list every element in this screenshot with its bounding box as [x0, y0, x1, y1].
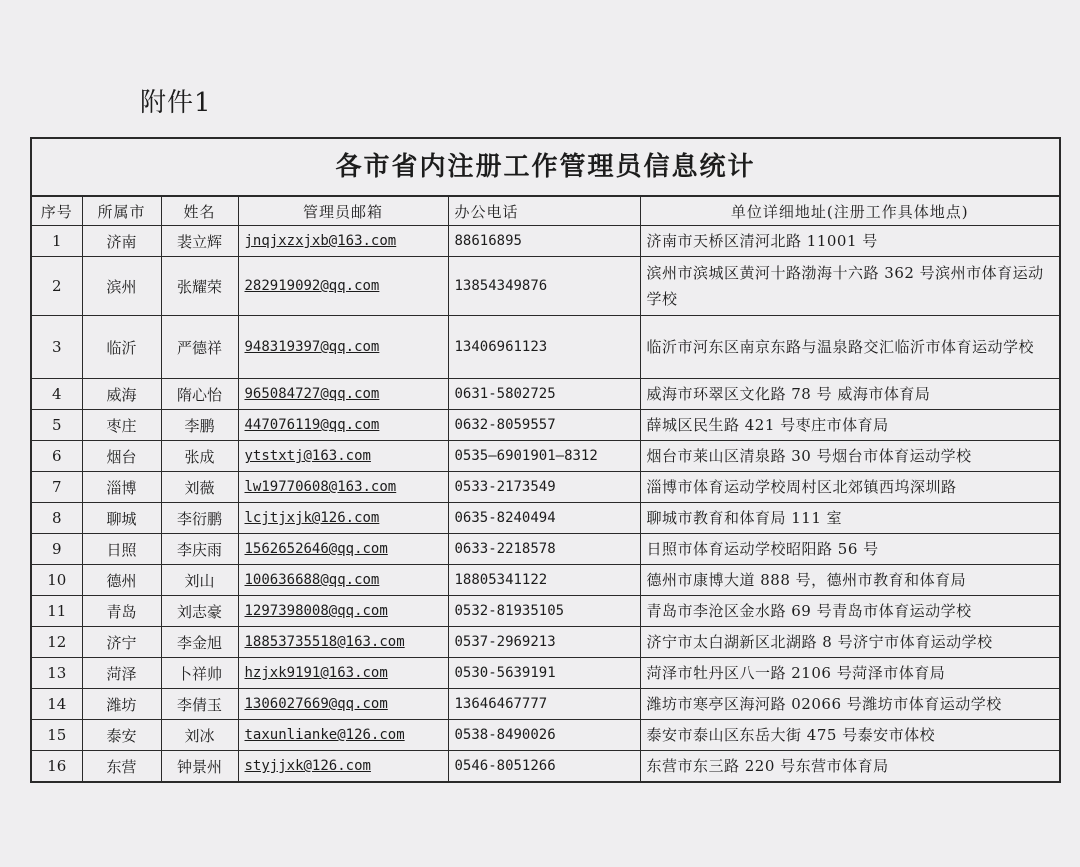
- cell-city: 日照: [82, 534, 161, 565]
- table-row: [32, 316, 1059, 379]
- cell-name: 卜祥帅: [161, 658, 238, 689]
- cell-city: 聊城: [82, 503, 161, 534]
- cell-phone: 13406961123: [448, 316, 640, 379]
- cell-no: 16: [32, 751, 82, 782]
- cell-email: [238, 472, 448, 503]
- cell-no: 5: [32, 410, 82, 441]
- table-row: [32, 226, 1059, 257]
- cell-address: 济南市天桥区清河北路 11001 号: [640, 226, 1059, 257]
- cell-phone: 0633-2218578: [448, 534, 640, 565]
- cell-city: 威海: [82, 379, 161, 410]
- cell-email: [238, 627, 448, 658]
- cell-address: 菏泽市牡丹区八一路 2106 号菏泽市体育局: [640, 658, 1059, 689]
- cell-no: 10: [32, 565, 82, 596]
- table-row: [32, 658, 1059, 689]
- cell-email: [238, 441, 448, 472]
- email-link[interactable]: lw19770608@163.com: [244, 479, 397, 495]
- cell-city: 烟台: [82, 441, 161, 472]
- table-row: [32, 596, 1059, 627]
- cell-no: 12: [32, 627, 82, 658]
- table-row: [32, 720, 1059, 751]
- cell-address: 烟台市莱山区清泉路 30 号烟台市体育运动学校: [640, 441, 1059, 472]
- table-row: [32, 472, 1059, 503]
- cell-email: [238, 720, 448, 751]
- email-link[interactable]: 100636688@qq.com: [244, 572, 380, 588]
- email-link[interactable]: ytstxtj@163.com: [244, 448, 371, 464]
- cell-phone: 0632-8059557: [448, 410, 640, 441]
- cell-name: 隋心怡: [161, 379, 238, 410]
- cell-city: 淄博: [82, 472, 161, 503]
- cell-address: 青岛市李沧区金水路 69 号青岛市体育运动学校: [640, 596, 1059, 627]
- table-body: [32, 226, 1059, 782]
- cell-name: 刘薇: [161, 472, 238, 503]
- header-address: 单位详细地址(注册工作具体地点): [640, 197, 1059, 226]
- cell-email: [238, 257, 448, 316]
- cell-address: 薛城区民生路 421 号枣庄市体育局: [640, 410, 1059, 441]
- cell-address: 泰安市泰山区东岳大街 475 号泰安市体校: [640, 720, 1059, 751]
- cell-address: 日照市体育运动学校昭阳路 56 号: [640, 534, 1059, 565]
- cell-no: 4: [32, 379, 82, 410]
- cell-address: 潍坊市寒亭区海河路 02066 号潍坊市体育运动学校: [640, 689, 1059, 720]
- cell-name: 李衍鹏: [161, 503, 238, 534]
- cell-no: 13: [32, 658, 82, 689]
- table-row: [32, 534, 1059, 565]
- cell-name: 张耀荣: [161, 257, 238, 316]
- cell-name: 钟景州: [161, 751, 238, 782]
- cell-phone: 0635-8240494: [448, 503, 640, 534]
- cell-city: 滨州: [82, 257, 161, 316]
- data-table: [32, 197, 1059, 781]
- cell-phone: 0530-5639191: [448, 658, 640, 689]
- cell-city: 济南: [82, 226, 161, 257]
- cell-city: 菏泽: [82, 658, 161, 689]
- cell-email: [238, 751, 448, 782]
- cell-address: 淄博市体育运动学校周村区北郊镇西坞深圳路: [640, 472, 1059, 503]
- cell-no: 6: [32, 441, 82, 472]
- table-row: [32, 689, 1059, 720]
- table-row: [32, 627, 1059, 658]
- cell-address: 聊城市教育和体育局 111 室: [640, 503, 1059, 534]
- cell-city: 德州: [82, 565, 161, 596]
- table-row: [32, 565, 1059, 596]
- email-link[interactable]: 1306027669@qq.com: [244, 696, 388, 712]
- email-link[interactable]: 1562652646@qq.com: [244, 541, 388, 557]
- cell-email: [238, 410, 448, 441]
- header-email: 管理员邮箱: [238, 197, 448, 226]
- email-link[interactable]: hzjxk9191@163.com: [244, 665, 388, 681]
- table-row: [32, 410, 1059, 441]
- cell-name: 刘山: [161, 565, 238, 596]
- cell-city: 东营: [82, 751, 161, 782]
- cell-city: 青岛: [82, 596, 161, 627]
- cell-name: 李庆雨: [161, 534, 238, 565]
- cell-phone: 0532-81935105: [448, 596, 640, 627]
- email-link[interactable]: 18853735518@163.com: [244, 634, 405, 650]
- cell-no: 14: [32, 689, 82, 720]
- cell-email: [238, 316, 448, 379]
- cell-name: 李鹏: [161, 410, 238, 441]
- email-link[interactable]: 1297398008@qq.com: [244, 603, 388, 619]
- header-phone: 办公电话: [448, 197, 640, 226]
- header-no: 序号: [32, 197, 82, 226]
- cell-address: 滨州市滨城区黄河十路渤海十六路 362 号滨州市体育运动学校: [640, 257, 1059, 316]
- cell-name: 严德祥: [161, 316, 238, 379]
- cell-no: 3: [32, 316, 82, 379]
- table-row: [32, 379, 1059, 410]
- email-link[interactable]: styjjxk@126.com: [244, 758, 371, 774]
- cell-phone: 88616895: [448, 226, 640, 257]
- cell-name: 裴立辉: [161, 226, 238, 257]
- cell-name: 刘志豪: [161, 596, 238, 627]
- cell-email: [238, 226, 448, 257]
- cell-address: 威海市环翠区文化路 78 号 威海市体育局: [640, 379, 1059, 410]
- cell-address: 东营市东三路 220 号东营市体育局: [640, 751, 1059, 782]
- header-city: 所属市: [82, 197, 161, 226]
- email-link[interactable]: 282919092@qq.com: [244, 278, 380, 294]
- cell-no: 7: [32, 472, 82, 503]
- cell-email: [238, 658, 448, 689]
- header-row: [32, 197, 1059, 226]
- cell-name: 李金旭: [161, 627, 238, 658]
- cell-city: 泰安: [82, 720, 161, 751]
- email-link[interactable]: taxunlianke@126.com: [244, 727, 405, 743]
- cell-phone: 0631-5802725: [448, 379, 640, 410]
- cell-phone: 0537-2969213: [448, 627, 640, 658]
- cell-name: 张成: [161, 441, 238, 472]
- cell-address: 济宁市太白湖新区北湖路 8 号济宁市体育运动学校: [640, 627, 1059, 658]
- cell-no: 8: [32, 503, 82, 534]
- email-link[interactable]: 948319397@qq.com: [244, 339, 380, 355]
- table-title: 各市省内注册工作管理员信息统计: [32, 139, 1059, 197]
- cell-no: 9: [32, 534, 82, 565]
- table-row: [32, 751, 1059, 782]
- cell-phone: 0535—6901901—8312: [448, 441, 640, 472]
- cell-email: [238, 689, 448, 720]
- attachment-label: 附件1: [140, 88, 212, 118]
- cell-phone: 0538-8490026: [448, 720, 640, 751]
- email-link[interactable]: lcjtjxjk@126.com: [244, 510, 380, 526]
- email-link[interactable]: 965084727@qq.com: [244, 386, 380, 402]
- cell-email: [238, 596, 448, 627]
- header-name: 姓名: [161, 197, 238, 226]
- cell-name: 李倩玉: [161, 689, 238, 720]
- cell-no: 11: [32, 596, 82, 627]
- cell-email: [238, 565, 448, 596]
- cell-address: 德州市康博大道 888 号，德州市教育和体育局: [640, 565, 1059, 596]
- cell-city: 济宁: [82, 627, 161, 658]
- cell-city: 临沂: [82, 316, 161, 379]
- cell-email: [238, 503, 448, 534]
- cell-email: [238, 379, 448, 410]
- cell-phone: 13854349876: [448, 257, 640, 316]
- cell-no: 2: [32, 257, 82, 316]
- cell-city: 枣庄: [82, 410, 161, 441]
- cell-email: [238, 534, 448, 565]
- cell-phone: 0533-2173549: [448, 472, 640, 503]
- cell-no: 15: [32, 720, 82, 751]
- email-link[interactable]: 447076119@qq.com: [244, 417, 380, 433]
- cell-phone: 0546-8051266: [448, 751, 640, 782]
- table-row: [32, 503, 1059, 534]
- table-row: [32, 441, 1059, 472]
- email-link[interactable]: jnqjxzxjxb@163.com: [244, 233, 397, 249]
- cell-address: 临沂市河东区南京东路与温泉路交汇临沂市体育运动学校: [640, 316, 1059, 379]
- cell-no: 1: [32, 226, 82, 257]
- table-row: [32, 257, 1059, 316]
- cell-phone: 13646467777: [448, 689, 640, 720]
- admin-info-table: [30, 137, 1061, 783]
- cell-name: 刘冰: [161, 720, 238, 751]
- cell-phone: 18805341122: [448, 565, 640, 596]
- cell-city: 潍坊: [82, 689, 161, 720]
